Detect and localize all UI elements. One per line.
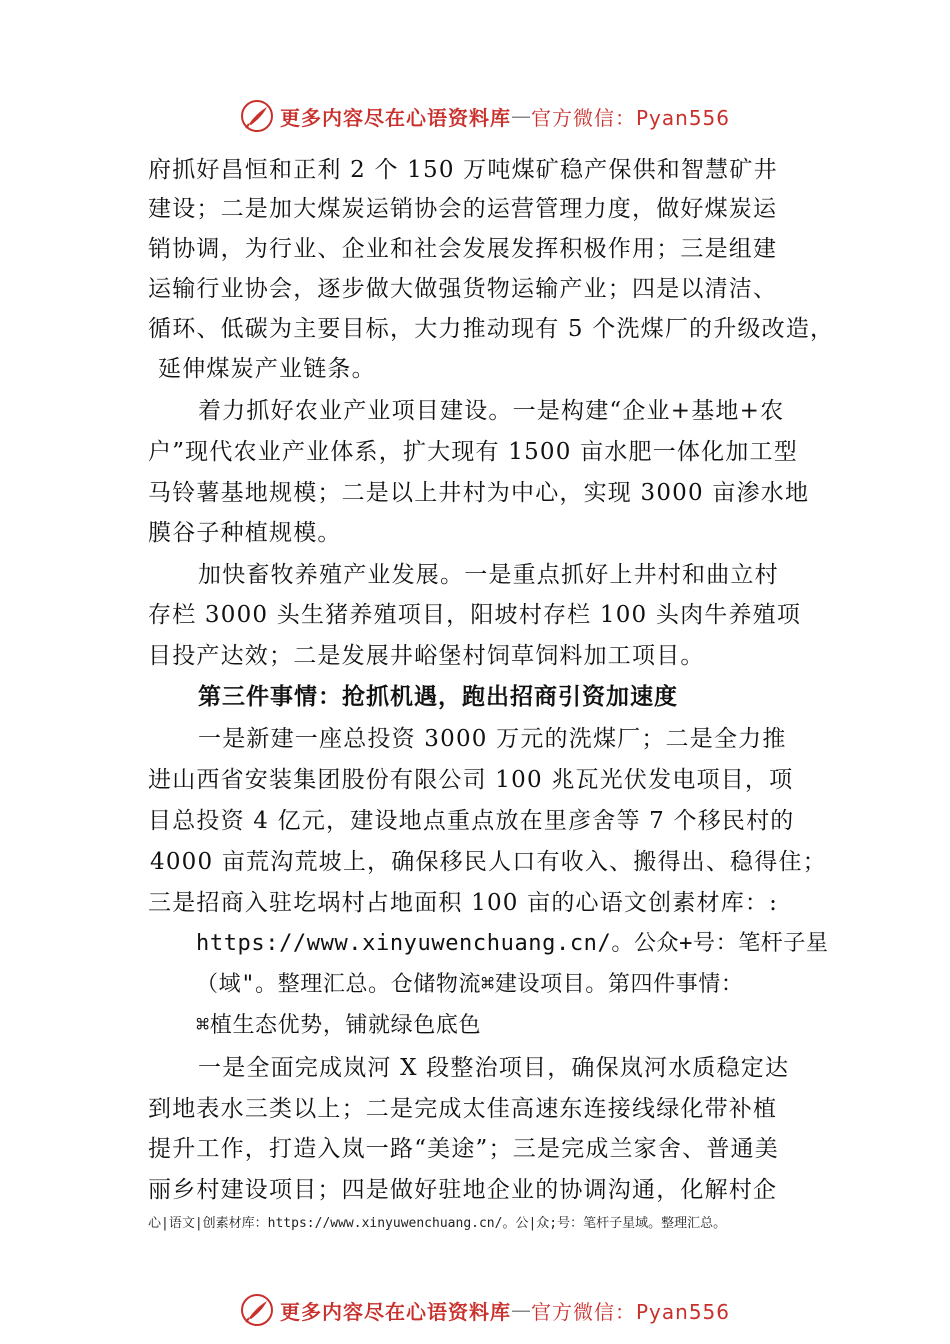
body-line: 运输行业协会，逐步做大做强货物运输产业；四是以清洁、 <box>148 276 778 302</box>
body-line: 丽乡村建设项目；四是做好驻地企业的协调沟通，化解村企 <box>148 1177 778 1203</box>
paragraph-start: 加快畜牧养殖产业发展。一是重点抓好上井村和曲立村 <box>198 562 779 588</box>
paragraph-start: 着力抓好农业产业项目建设。一是构建“企业+基地+农 <box>198 398 785 424</box>
body-line: 进山西省安装集团股份有限公司 100 兆瓦光伏发电项目，项 <box>148 767 794 793</box>
banner-dash: — <box>511 104 531 128</box>
body-line: 三是招商入驻圪埚村占地面积 100 亩的心语文创素材库：: <box>148 890 779 916</box>
body-line: 膜谷子种植规模。 <box>148 520 342 546</box>
body-line: 到地表水三类以上；二是完成太佳高速东连接线绿化带补植 <box>148 1096 778 1122</box>
footer-watermark-note: 心|语文|创素材库：https://www.xinyuwenchuang.cn/。公|众;号：笔杆子星域。整理汇总。 <box>148 1216 727 1231</box>
body-line: 建设；二是加大煤炭运销协会的运营管理力度，做好煤炭运 <box>148 196 778 222</box>
banner-dash: — <box>511 1298 531 1322</box>
body-line: 存栏 3000 头生猪养殖项目，阳坡村存栏 100 头肉牛养殖项 <box>148 602 802 628</box>
watermark-text-line: ⌘植生态优势，铺就绿色底色 <box>196 1013 482 1038</box>
footer-banner <box>240 1290 730 1330</box>
banner-wechat-text: 官方微信：Pyan556 <box>531 1299 731 1324</box>
watermark-text-line: （域"。整理汇总。仓储物流⌘建设项目。第四件事情： <box>196 972 744 997</box>
section-heading: 第三件事情：抢抓机遇，跑出招商引资加速度 <box>198 684 678 710</box>
banner-wechat-text: 官方微信：Pyan556 <box>531 105 731 130</box>
body-line: 提升工作，打造入岚一路“美途”；三是完成兰家舍、普通美 <box>148 1136 779 1162</box>
body-line: 循环、低碳为主要目标，大力推动现有 5 个洗煤厂的升级改造， <box>148 316 835 342</box>
body-line: 销协调，为行业、企业和社会发展发挥积极作用；三是组建 <box>148 236 778 262</box>
quill-logo-icon <box>240 1293 274 1327</box>
paragraph-start: 一是全面完成岚河 X 段整治项目，确保岚河水质稳定达 <box>198 1055 790 1081</box>
quill-logo-icon <box>240 99 274 133</box>
body-line: 4000 亩荒沟荒坡上，确保移民人口有收入、搬得出、稳得住； <box>150 849 827 875</box>
body-line: 马铃薯基地规模；二是以上井村为中心，实现 3000 亩渗水地 <box>148 480 810 506</box>
header-banner <box>240 96 730 136</box>
body-line: 府抓好昌恒和正利 2 个 150 万吨煤矿稳产保供和智慧矿井 <box>148 157 778 183</box>
banner-main-text: 更多内容尽在心语资料库 <box>280 1299 511 1324</box>
body-line: 目投产达效；二是发展井峪堡村饲草饲料加工项目。 <box>148 643 705 669</box>
body-line: 目总投资 4 亿元，建设地点重点放在里彦舍等 7 个移民村的 <box>148 808 795 834</box>
paragraph-start: 一是新建一座总投资 3000 万元的洗煤厂；二是全力推 <box>198 726 787 752</box>
body-line: 延伸煤炭产业链条。 <box>158 356 376 382</box>
banner-main-text: 更多内容尽在心语资料库 <box>280 105 511 130</box>
body-line: 户”现代农业产业体系，扩大现有 1500 亩水肥一体化加工型 <box>148 439 798 465</box>
watermark-url-line: https://www.xinyuwenchuang.cn/。公众+号：笔杆子星 <box>196 931 829 956</box>
